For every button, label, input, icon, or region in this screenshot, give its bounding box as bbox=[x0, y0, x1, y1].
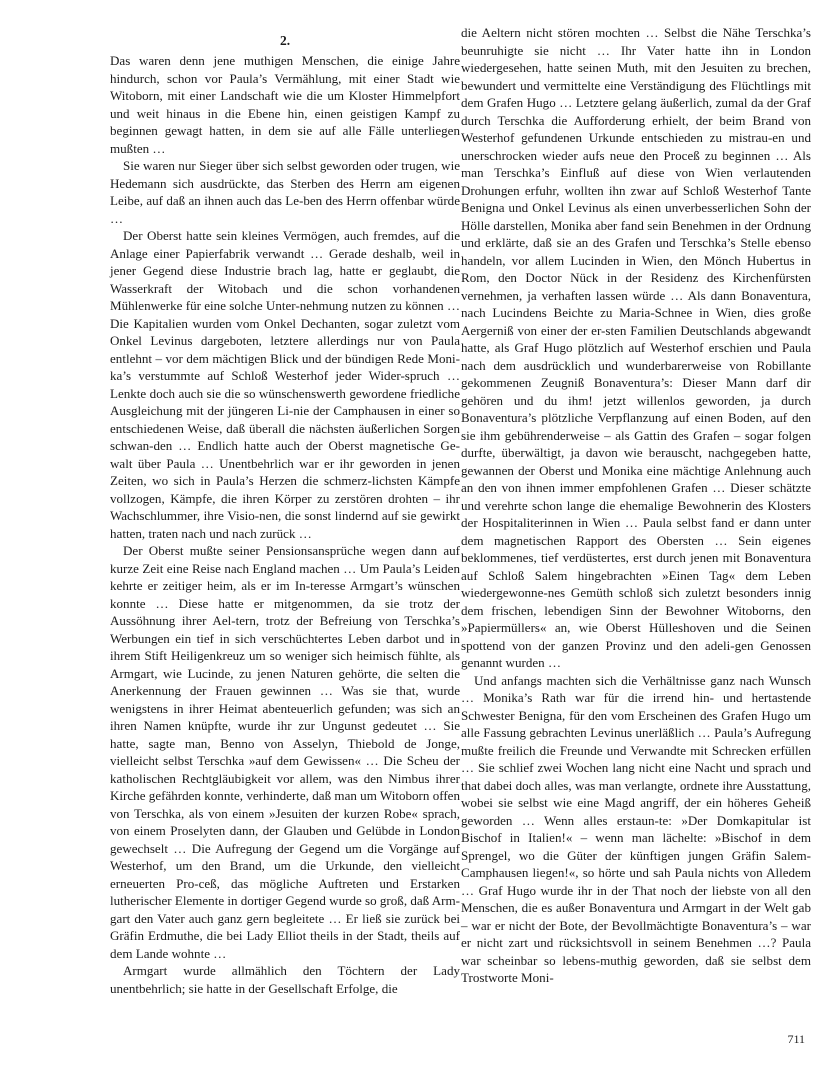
paragraph: Das waren denn jene muthigen Menschen, die einige Jahre hindurch, schon vor Paula’s Vermählung, mit einer Stadt wie Witoborn, mit einer Landschaft wie die um Kloster Himmelpfort und weit hinaus in die Ebene hin, einen geistigen Kampf zu beginnen gewagt hatten, in dem sie auf alle Fälle unterliegen mußten … bbox=[110, 53, 460, 156]
paragraph: Der Oberst mußte seiner Pensionsansprüche wegen dann auf kurze Zeit eine Reise nach England machen … Um Paula’s Leiden kehrte er zeitiger heim, als er im In-teresse Armgart’s wünschen konnte … Diese hatte er mitgenommen, da sie trotz der Aussöhnung ihrer Ael-tern, trotz der Befreiung von Terschka’s Werbungen ein tief in sich verschüchtertes Leben darbot und in ihrem Stift Heiligenkreuz um so weniger sich heimisch fühlte, als Armgart, wie Lucinde, zu jenen Naturen gehörte, die selten die Anerkennung der Frauen gewinnen … Was sie that, wurde wenigstens in ihrer Heimat abenteuerlich gefunden; was sich an ihren Namen knüpfte, wurde ihr zur Ungunst gedeutet … Sie hatte, sagte man, Benno von Asselyn, Thiebold de Jonge, vielleicht selbst Terschka »auf dem Gewissen« … Die Scheu der katholischen Rechtgläubigkeit vor allem, was den Nimbus ihrer Kirche gefährden konnte, verhinderte, daß man um Witoborn offen von Terschka, als von einem »Jesuiten der kurzen Robe« sprach, von einem Proselyten dann, der Glauben und Gelübde in London gewechselt … Die Aufregung der Gegend um die Vorgänge auf Westerhof, um den Brand, um die Urkunde, den vielleicht erneuerten Pro-ceß, das mögliche Auftreten und Erstarken lutherischer Elemente in dortiger Gegend wurde so groß, daß Arm-gart den Vater auch ganz gern begleitete … Er ließ sie zurück bei Gräfin Erdmuthe, die bei Lady Elliot theils in der Stadt, theils auf dem Lande wohnte … bbox=[110, 543, 460, 961]
paragraph: Der Oberst hatte sein kleines Vermögen, auch fremdes, auf die Anlage einer Papierfabrik verwandt … Gerade deshalb, weil in jener Gegend diese Industrie brach lag, hatte er geglaubt, die Wasserkraft der Witobach und die schon vorhandenen Mühlenwerke für eine solche Unter-nehmung nutzen zu können … Die Kapitalien wurden vom Onkel Dechanten, sogar zuletzt vom Onkel Levinus dargeboten, letztere allerdings nur von Paula entlehnt – vor dem mächtigen Blick und der bündigen Rede Moni-ka’s verstummte auf Schloß Westerhof jeder Wider-spruch … Lenkte doch auch sie die so wünschenswerth gewordene friedliche Ausgleichung mit der jüngeren Li-nie der Camphausen in einer so entschiedenen Weise, daß überall die nächsten äußerlichen Sorgen schwan-den … Endlich hatte auch der Oberst magnetische Ge-walt über Paula … Unentbehrlich war er ihr geworden in jenen Zeiten, wo sich in Paula’s Herzen die schmerz-lichsten Kämpfe vollzogen, Kämpfe, die ihren Körper zu zerstören drohten – ihr Wachschlummer, ihre Visio-nen, die sonst lindernd auf sie gewirkt hatten, traten nach und nach zurück … bbox=[110, 228, 460, 541]
paragraph: Armgart wurde allmählich den Töchtern der Lady unentbehrlich; sie hatte in der Gesellschaft Erfolge, die bbox=[110, 963, 460, 996]
paragraph: Sie waren nur Sieger über sich selbst geworden oder trugen, wie Hedemann sich ausdrückte, das Sterben des Herrn am eigenen Leibe, auf daß an ihnen auch das Le-ben des Herrn offenbar würde … bbox=[110, 158, 460, 226]
paragraph: die Aeltern nicht stören mochten … Selbst die Nähe Terschka’s beunruhigte sie nicht … Ihr Vater hatte ihn in London wiedergesehen, hatte seinen Muth, mit den Jesuiten zu brechen, bewundert und vermittelte eine Verständigung des Flüchtlings mit dem Grafen Hugo … Letztere gelang äußerlich, zumal da der Graf durch Terschka die Aufforderung erhielt, der beim Brand von Westerhof gefundenen Urkunde entschieden zu mistrau-en und unerschrocken wieder aufs neue den Proceß zu beginnen … Als man Terschka’s Einfluß auf diese von Wien verlautenden Drohungen erfuhr, wollten ihn zwar auf Schloß Westerhof Tante Benigna und Onkel Levinus als einen unverbesserlichen Sohn der Hölle darstellen, Monika aber fand sein Benehmen in der Ordnung und erklärte, daß sie an des Grafen und Terschka’s Stelle ebenso handeln, vor allem Lucinden in Wien, den Mönch Hubertus in Rom, den Doctor Nück in der Residenz des Kirchenfürsten vernehmen, ja verhaften lassen würde … Als dann Bonaventura, nach Lucindens Beichte zu Maria-Schnee in Wien, dies große Aergerniß von einer der er-sten Familien Deutschlands abgewandt hatte, als Graf Hugo plötzlich auf Westerhof erschien und Paula nach dem ausdrücklich und wunderbarerweise von Robillante gekommenen Zeugniß Bonaventura’s: Dieser Mann darf dir gehören und du ihm! jetzt willenlos geworden, ja durch Bonaventura’s plötzliche Verpflanzung auf einen Boden, auf den sie ihm gebührenderweise – als Gattin des Grafen – sogar folgen durfte, überwältigt, ja davon wie berauscht, nachgegeben hatte, gewannen der Oberst und Monika eine mächtige Anlehnung auch an den von ihnen immer empfohlenen Grafen … Dieser schätzte und verehrte schon lange die ehemalige Bewohnerin des Klosters der Hospitaliterinnen in Wien … Paula selbst fand er dann unter dem magnetischen Rapport des Obersten … Sein eigenes beklommenes, tief verdüstertes, erst durch jenen mit Bonaventura auf Schloß Salem hingebrachten »Einen Tag« dem Leben wiedergewonne-nes Gemüth schloß sich zuletzt besonders innig dem frischen, lebendigen Sinn der Bewohner Witoborns, den »Papiermüllers« an, wie Oberst Hülleshoven und die Seinen spottend von der ganzen Provinz und den adeli-gen Genossen genannt wurden … bbox=[461, 25, 811, 670]
chapter-number: 2. bbox=[279, 33, 291, 48]
left-column bbox=[110, 32, 460, 997]
right-column bbox=[461, 24, 811, 987]
paragraph: Und anfangs machten sich die Verhältnisse ganz nach Wunsch … Monika’s Rath war für die irrend hin- und hertastende Schwester Benigna, für den vom Erscheinen des Grafen Hugo um alle Fassung gebrachten Levinus unerläßlich … Paula’s Aufregung mußte freilich die Freunde und Verwandte mit Schrecken erfüllen … Sie schlief zwei Wochen lang nicht eine Nacht und sprach und that dabei doch alles, was man verlangte, ordnete ihre Ausstattung, wobei sie selbst wie eine Magd angriff, der ein höheres Geheiß geworden … Wenn alles erstaun-te: »Der Domkapitular ist Bischof in Italien!« – wenn man lächelte: »Bischof in dem Sprengel, wo die Güter der künftigen jungen Gräfin Salem-Camphausen liegen!«, so hörte und sah Paula nichts von Alledem … Graf Hugo wurde ihr in der That noch der liebste von all den Menschen, die es außer Bonaventura und Armgart in der Welt gab – war er nicht der Bote, der Bevollmächtigte Bonaventura’s – war er nicht zart und rücksichtsvoll in seinem Benehmen …? Paula war scheinbar so lebens-muthig geworden, daß sie selbst dem Trostworte Moni- bbox=[461, 672, 811, 985]
page-number: 711 bbox=[787, 1032, 805, 1046]
